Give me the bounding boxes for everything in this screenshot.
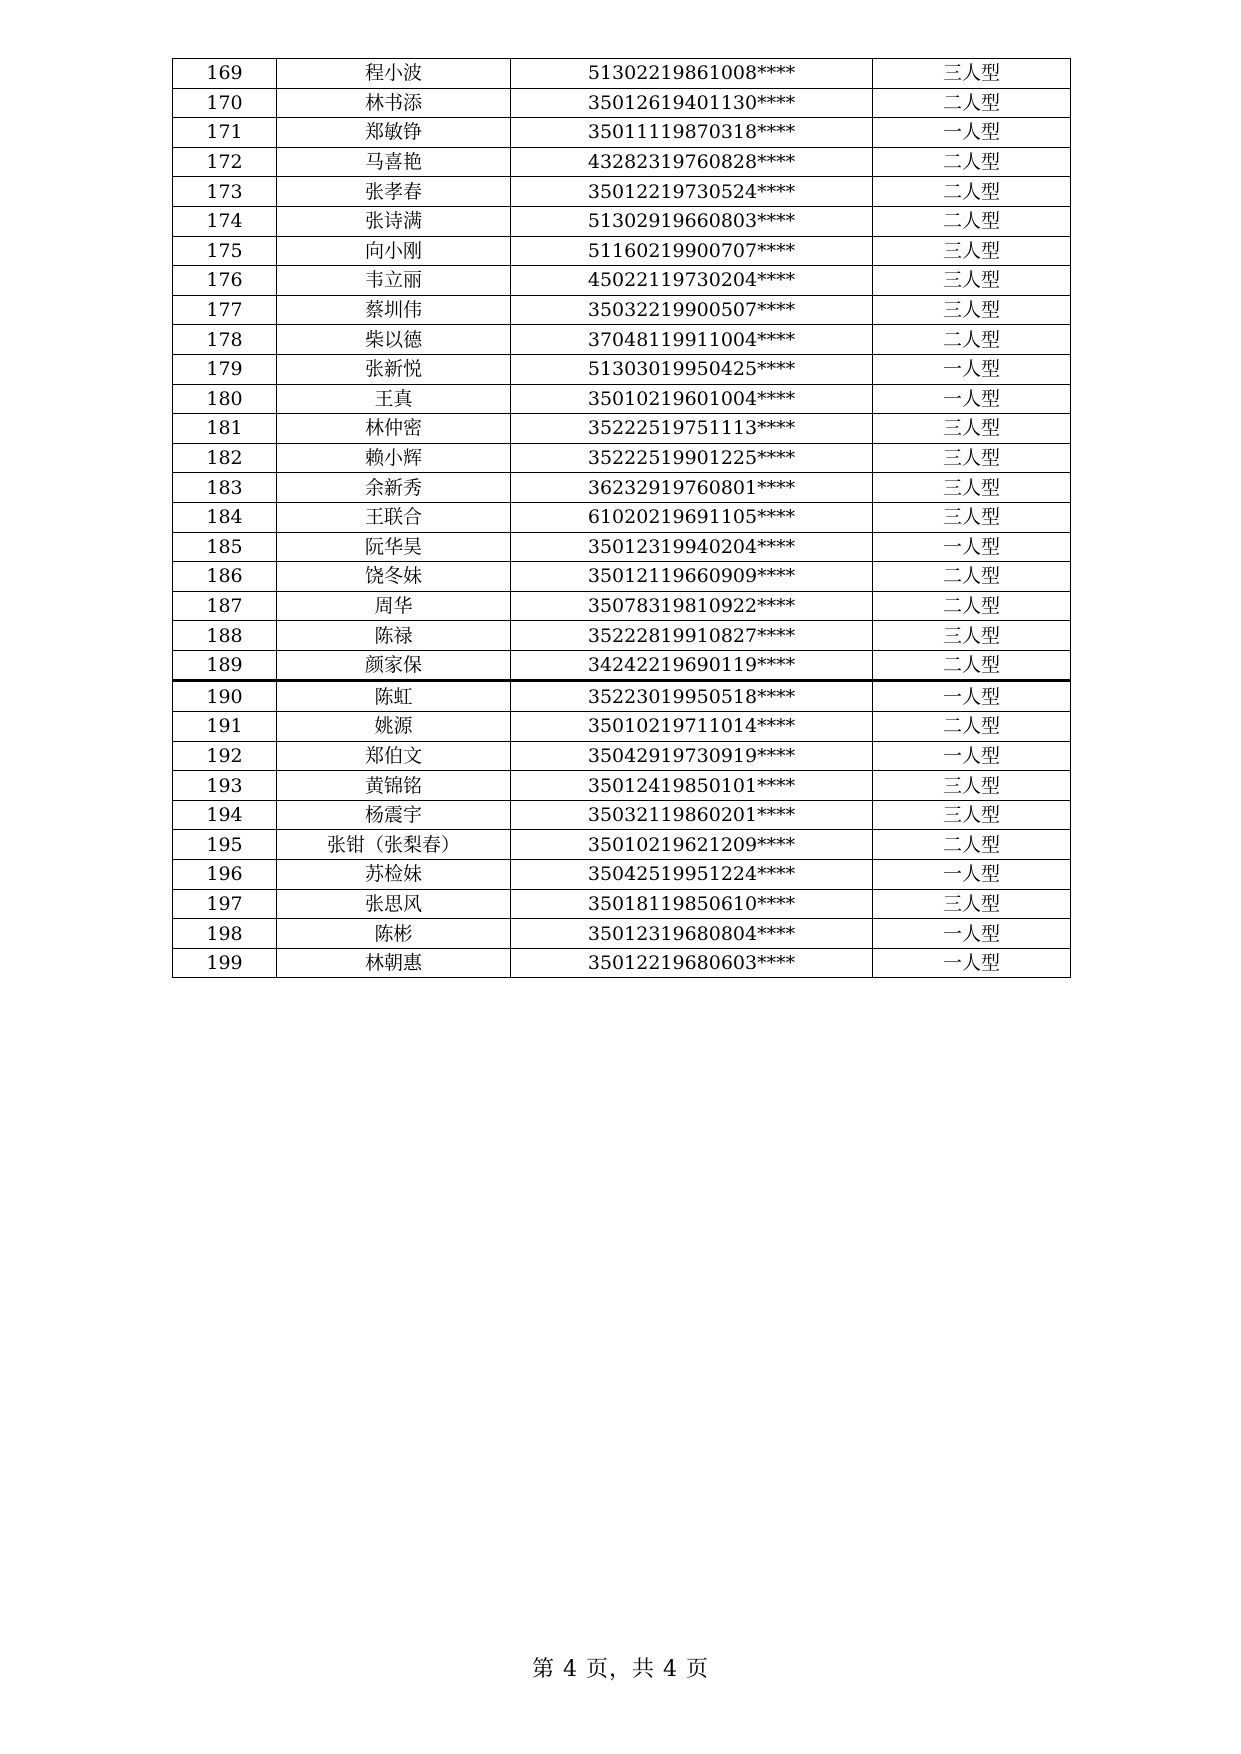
household-type-cell: 三人型 bbox=[873, 443, 1071, 473]
row-number-cell: 183 bbox=[173, 473, 277, 503]
row-number-cell: 182 bbox=[173, 443, 277, 473]
id-number-cell: 36232919760801**** bbox=[511, 473, 873, 503]
table-row bbox=[173, 621, 1071, 651]
household-type-cell: 三人型 bbox=[873, 771, 1071, 801]
name-cell: 陈禄 bbox=[277, 621, 511, 651]
name-cell: 马喜艳 bbox=[277, 147, 511, 177]
row-number-cell: 171 bbox=[173, 118, 277, 148]
name-cell: 蔡圳伟 bbox=[277, 295, 511, 325]
row-number-cell: 181 bbox=[173, 414, 277, 444]
id-number-cell: 35032119860201**** bbox=[511, 800, 873, 830]
name-cell: 王联合 bbox=[277, 502, 511, 532]
name-cell: 张钳（张梨春） bbox=[277, 830, 511, 860]
id-number-cell: 35042919730919**** bbox=[511, 741, 873, 771]
name-cell: 颜家保 bbox=[277, 650, 511, 681]
table-row bbox=[173, 206, 1071, 236]
name-cell: 王真 bbox=[277, 384, 511, 414]
table-row bbox=[173, 236, 1071, 266]
row-number-cell: 190 bbox=[173, 681, 277, 712]
id-number-cell: 37048119911004**** bbox=[511, 325, 873, 355]
household-type-cell: 二人型 bbox=[873, 206, 1071, 236]
name-cell: 程小波 bbox=[277, 59, 511, 89]
id-number-cell: 51303019950425**** bbox=[511, 354, 873, 384]
household-type-cell: 二人型 bbox=[873, 88, 1071, 118]
name-cell: 向小刚 bbox=[277, 236, 511, 266]
row-number-cell: 199 bbox=[173, 948, 277, 978]
household-type-cell: 三人型 bbox=[873, 621, 1071, 651]
table-row bbox=[173, 860, 1071, 890]
table-row bbox=[173, 443, 1071, 473]
row-number-cell: 169 bbox=[173, 59, 277, 89]
id-number-cell: 34242219690119**** bbox=[511, 650, 873, 681]
household-type-cell: 二人型 bbox=[873, 591, 1071, 621]
table-row bbox=[173, 712, 1071, 742]
table-row bbox=[173, 177, 1071, 207]
name-cell: 杨震宇 bbox=[277, 800, 511, 830]
row-number-cell: 174 bbox=[173, 206, 277, 236]
row-number-cell: 179 bbox=[173, 354, 277, 384]
table-row bbox=[173, 800, 1071, 830]
page-footer: 第 4 页，共 4 页 bbox=[532, 1657, 709, 1682]
id-number-cell: 61020219691105**** bbox=[511, 502, 873, 532]
table-row bbox=[173, 59, 1071, 89]
household-type-cell: 二人型 bbox=[873, 650, 1071, 681]
row-number-cell: 184 bbox=[173, 502, 277, 532]
id-number-cell: 51302919660803**** bbox=[511, 206, 873, 236]
household-type-cell: 三人型 bbox=[873, 295, 1071, 325]
household-type-cell: 一人型 bbox=[873, 919, 1071, 949]
name-cell: 苏检妹 bbox=[277, 860, 511, 890]
household-type-cell: 二人型 bbox=[873, 177, 1071, 207]
name-cell: 郑伯文 bbox=[277, 741, 511, 771]
row-number-cell: 177 bbox=[173, 295, 277, 325]
id-number-cell: 35012119660909**** bbox=[511, 562, 873, 592]
row-number-cell: 195 bbox=[173, 830, 277, 860]
household-type-cell: 二人型 bbox=[873, 712, 1071, 742]
name-cell: 韦立丽 bbox=[277, 266, 511, 296]
row-number-cell: 176 bbox=[173, 266, 277, 296]
table-row bbox=[173, 266, 1071, 296]
name-cell: 张孝春 bbox=[277, 177, 511, 207]
row-number-cell: 196 bbox=[173, 860, 277, 890]
id-number-cell: 35012219730524**** bbox=[511, 177, 873, 207]
name-cell: 张诗满 bbox=[277, 206, 511, 236]
row-number-cell: 172 bbox=[173, 147, 277, 177]
id-number-cell: 35018119850610**** bbox=[511, 889, 873, 919]
row-number-cell: 197 bbox=[173, 889, 277, 919]
name-cell: 林朝惠 bbox=[277, 948, 511, 978]
table-row bbox=[173, 889, 1071, 919]
table-row bbox=[173, 325, 1071, 355]
table-row bbox=[173, 354, 1071, 384]
household-type-cell: 二人型 bbox=[873, 562, 1071, 592]
row-number-cell: 192 bbox=[173, 741, 277, 771]
id-number-cell: 35078319810922**** bbox=[511, 591, 873, 621]
household-type-cell: 三人型 bbox=[873, 800, 1071, 830]
name-cell: 张新悦 bbox=[277, 354, 511, 384]
household-type-cell: 三人型 bbox=[873, 889, 1071, 919]
table-row bbox=[173, 650, 1071, 681]
table-row bbox=[173, 473, 1071, 503]
table-row bbox=[173, 562, 1071, 592]
household-type-cell: 一人型 bbox=[873, 948, 1071, 978]
id-number-cell: 51302219861008**** bbox=[511, 59, 873, 89]
household-type-cell: 一人型 bbox=[873, 384, 1071, 414]
id-number-cell: 43282319760828**** bbox=[511, 147, 873, 177]
table-row bbox=[173, 414, 1071, 444]
table-row bbox=[173, 295, 1071, 325]
row-number-cell: 193 bbox=[173, 771, 277, 801]
household-type-cell: 二人型 bbox=[873, 830, 1071, 860]
row-number-cell: 188 bbox=[173, 621, 277, 651]
table-row bbox=[173, 681, 1071, 712]
household-type-cell: 三人型 bbox=[873, 266, 1071, 296]
id-number-cell: 35222819910827**** bbox=[511, 621, 873, 651]
name-cell: 林书添 bbox=[277, 88, 511, 118]
id-number-cell: 35012219680603**** bbox=[511, 948, 873, 978]
id-number-cell: 35012319680804**** bbox=[511, 919, 873, 949]
name-cell: 陈虹 bbox=[277, 681, 511, 712]
household-type-cell: 二人型 bbox=[873, 325, 1071, 355]
id-number-cell: 35011119870318**** bbox=[511, 118, 873, 148]
household-type-cell: 一人型 bbox=[873, 681, 1071, 712]
name-cell: 阮华昊 bbox=[277, 532, 511, 562]
id-number-cell: 35010219711014**** bbox=[511, 712, 873, 742]
row-number-cell: 175 bbox=[173, 236, 277, 266]
id-number-cell: 51160219900707**** bbox=[511, 236, 873, 266]
household-type-cell: 一人型 bbox=[873, 354, 1071, 384]
table-row bbox=[173, 830, 1071, 860]
id-number-cell: 35032219900507**** bbox=[511, 295, 873, 325]
name-cell: 张思风 bbox=[277, 889, 511, 919]
row-number-cell: 173 bbox=[173, 177, 277, 207]
household-type-cell: 三人型 bbox=[873, 414, 1071, 444]
table-row bbox=[173, 118, 1071, 148]
table-row bbox=[173, 591, 1071, 621]
household-type-cell: 一人型 bbox=[873, 860, 1071, 890]
name-cell: 黄锦铭 bbox=[277, 771, 511, 801]
household-type-cell: 三人型 bbox=[873, 502, 1071, 532]
row-number-cell: 170 bbox=[173, 88, 277, 118]
id-number-cell: 45022119730204**** bbox=[511, 266, 873, 296]
household-type-cell: 三人型 bbox=[873, 473, 1071, 503]
row-number-cell: 198 bbox=[173, 919, 277, 949]
table-row bbox=[173, 502, 1071, 532]
roster-table-body bbox=[173, 59, 1071, 978]
row-number-cell: 178 bbox=[173, 325, 277, 355]
row-number-cell: 185 bbox=[173, 532, 277, 562]
table-row bbox=[173, 948, 1071, 978]
id-number-cell: 35010219601004**** bbox=[511, 384, 873, 414]
table-row bbox=[173, 532, 1071, 562]
row-number-cell: 191 bbox=[173, 712, 277, 742]
id-number-cell: 35012319940204**** bbox=[511, 532, 873, 562]
household-type-cell: 一人型 bbox=[873, 741, 1071, 771]
name-cell: 林仲密 bbox=[277, 414, 511, 444]
table-row bbox=[173, 147, 1071, 177]
name-cell: 陈彬 bbox=[277, 919, 511, 949]
name-cell: 姚源 bbox=[277, 712, 511, 742]
row-number-cell: 187 bbox=[173, 591, 277, 621]
roster-table bbox=[172, 58, 1071, 978]
id-number-cell: 35223019950518**** bbox=[511, 681, 873, 712]
row-number-cell: 186 bbox=[173, 562, 277, 592]
row-number-cell: 194 bbox=[173, 800, 277, 830]
name-cell: 郑敏铮 bbox=[277, 118, 511, 148]
name-cell: 周华 bbox=[277, 591, 511, 621]
household-type-cell: 一人型 bbox=[873, 532, 1071, 562]
id-number-cell: 35042519951224**** bbox=[511, 860, 873, 890]
household-type-cell: 三人型 bbox=[873, 59, 1071, 89]
row-number-cell: 180 bbox=[173, 384, 277, 414]
row-number-cell: 189 bbox=[173, 650, 277, 681]
household-type-cell: 一人型 bbox=[873, 118, 1071, 148]
name-cell: 柴以德 bbox=[277, 325, 511, 355]
table-row bbox=[173, 771, 1071, 801]
table-row bbox=[173, 384, 1071, 414]
table-row bbox=[173, 919, 1071, 949]
id-number-cell: 35012619401130**** bbox=[511, 88, 873, 118]
name-cell: 余新秀 bbox=[277, 473, 511, 503]
household-type-cell: 二人型 bbox=[873, 147, 1071, 177]
household-type-cell: 三人型 bbox=[873, 236, 1071, 266]
id-number-cell: 35222519751113**** bbox=[511, 414, 873, 444]
id-number-cell: 35010219621209**** bbox=[511, 830, 873, 860]
id-number-cell: 35222519901225**** bbox=[511, 443, 873, 473]
table-row bbox=[173, 88, 1071, 118]
table-row bbox=[173, 741, 1071, 771]
id-number-cell: 35012419850101**** bbox=[511, 771, 873, 801]
name-cell: 饶冬妹 bbox=[277, 562, 511, 592]
name-cell: 赖小辉 bbox=[277, 443, 511, 473]
